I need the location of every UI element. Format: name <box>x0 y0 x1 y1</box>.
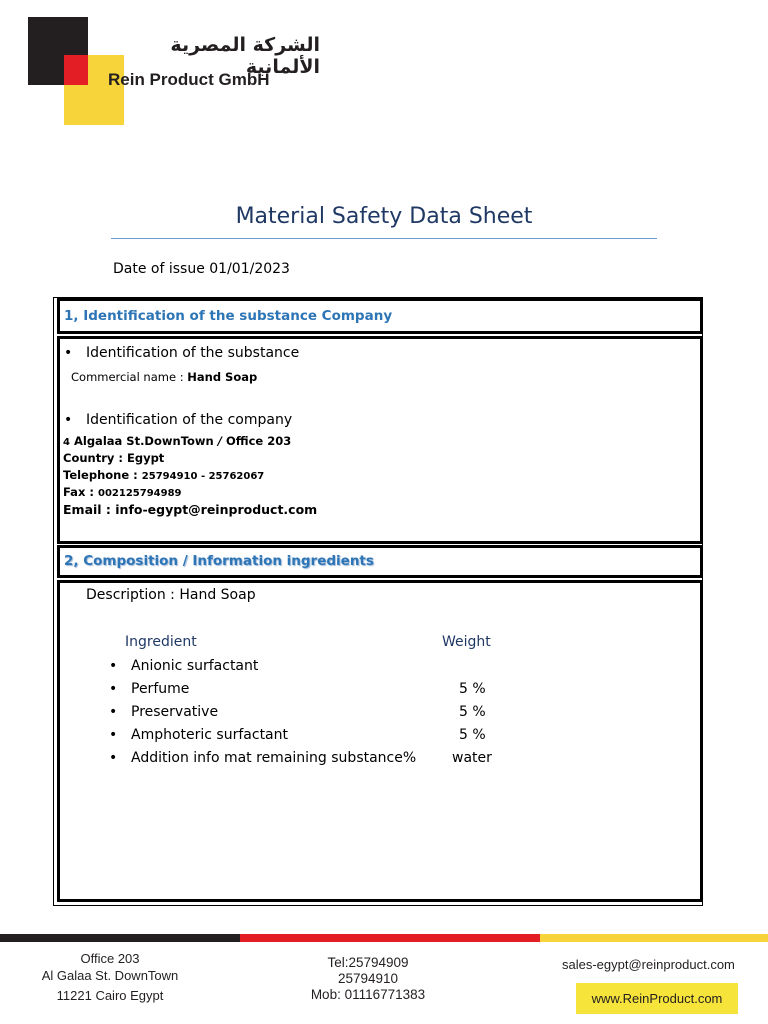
footer-stripe-black <box>0 934 240 942</box>
ingredient-weight: 5 % <box>459 704 486 720</box>
fax-label: Fax : <box>63 485 94 499</box>
company-title: • Identification of the company <box>86 412 292 428</box>
footer-mob-line: Mob: 01116771383 <box>310 987 426 1002</box>
footer-website-link[interactable]: www.ReinProduct.com <box>576 983 738 1014</box>
ingredient-weight: 5 % <box>459 727 486 743</box>
footer-address-line1: Office 203 <box>80 951 140 966</box>
commercial-name-value: Hand Soap <box>187 370 258 384</box>
ingredient-weight: 5 % <box>459 681 486 697</box>
ingredient-header: Ingredient <box>125 634 197 650</box>
footer-stripe-yellow <box>540 934 768 942</box>
section1-heading: 1, Identification of the substance Company <box>64 308 393 324</box>
address-separator: / <box>217 434 222 448</box>
footer-tel-line1: Tel:25794909 <box>327 955 409 970</box>
section1-header-box <box>57 298 703 334</box>
address-prefix: 4 <box>63 437 70 448</box>
company-country: Country : Egypt <box>63 451 165 465</box>
commercial-name-label: Commercial name : <box>71 370 188 384</box>
footer-address-line2: Al Galaa St. DownTown <box>41 968 179 983</box>
logo-arabic-name: الشركة المصرية الألمانية <box>170 34 320 78</box>
fax-value: 002125794989 <box>97 488 182 499</box>
section2-header-box <box>57 545 703 578</box>
section2-body-box <box>57 580 703 902</box>
company-address <box>63 434 291 448</box>
issue-date: Date of issue 01/01/2023 <box>113 261 290 277</box>
document-title: Material Safety Data Sheet <box>235 204 533 229</box>
substance-title: • Identification of the substance <box>86 345 299 361</box>
title-divider <box>111 238 657 239</box>
footer-address <box>30 951 190 1003</box>
commercial-name <box>71 370 257 384</box>
footer-tel-line2: 25794910 <box>337 971 399 986</box>
logo-company-name: Rein Product GmbH <box>108 70 270 89</box>
weight-header: Weight <box>442 634 491 650</box>
logo-yellow-block <box>64 85 124 125</box>
footer-phone <box>268 955 468 1002</box>
telephone-value: 25794910 - 25762067 <box>141 471 265 482</box>
telephone-label: Telephone : <box>63 468 138 482</box>
ingredient-name: • Amphoteric surfactant <box>131 727 288 743</box>
description: Description : Hand Soap <box>86 587 256 603</box>
ingredient-name: • Anionic surfactant <box>131 658 258 674</box>
footer-email[interactable]: sales-egypt@reinproduct.com <box>562 957 735 972</box>
footer-stripe-red <box>240 934 540 942</box>
ingredient-name: • Addition info mat remaining substance% <box>131 750 416 766</box>
ingredient-weight: water <box>452 750 492 766</box>
footer-address-line3: 11221 Cairo Egypt <box>56 988 164 1003</box>
address-office: Office 203 <box>225 434 292 448</box>
company-fax <box>63 485 181 499</box>
ingredient-name: • Preservative <box>131 704 218 720</box>
section2-heading: 2, Composition / Information ingredients <box>64 553 374 569</box>
logo-red-square <box>64 55 88 85</box>
ingredient-name: • Perfume <box>131 681 189 697</box>
company-telephone <box>63 468 264 482</box>
company-email[interactable]: Email : info-egypt@reinproduct.com <box>63 502 318 517</box>
section1-body-box <box>57 336 703 544</box>
address-main: Algalaa St.DownTown <box>73 434 214 448</box>
